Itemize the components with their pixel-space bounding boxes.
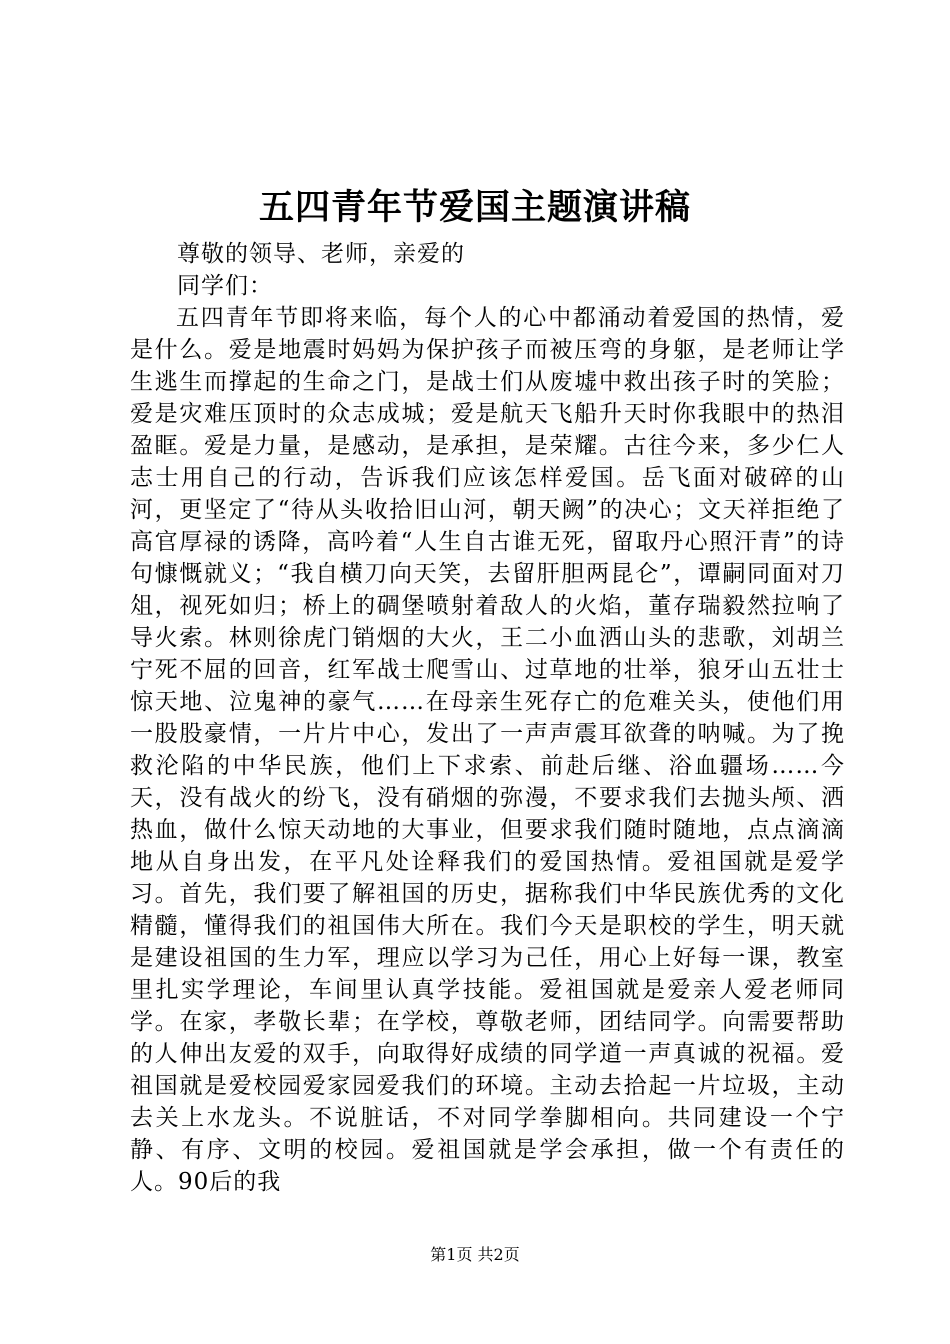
document-title: 五四青年节爱国主题演讲稿: [258, 187, 691, 228]
greeting-line-1: 尊敬的领导、老师，亲爱的: [177, 241, 465, 267]
greeting-line-2: 同学们：: [177, 273, 273, 299]
page-indicator: 第1页 共2页: [430, 1245, 520, 1264]
body-paragraph: 五四青年节即将来临，每个人的心中都涌动着爱国的热情，爱是什么。爱是地震时妈妈为保护孩子而被压弯的身躯，是老师让学生逃生而撑起的生命之门，是战士们从废墟中救出孩子时的笑脸；爱是灾难压顶时的众志成城；爱是航天飞船升天时你我眼中的热泪盈眶。爱是力量，是感动，是承担，是荣耀。古往今来，多少仁人志士用自己的行动，告诉我们应该怎样爱国。岳飞面对破碎的山河，更坚定了“待从头收拾旧山河，朝天阙”的决心；文天祥拒绝了高官厚禄的诱降，高吟着“人生自古谁无死，留取丹心照汗青”的诗句慷慨就义；“我自横刀向天笑，去留肝胆两昆仑”，谭嗣同面对刀俎，视死如归；桥上的碉堡喷射着敌人的火焰，董存瑞毅然拉响了导火索。林则徐虎门销烟的大火，王二小血洒山头的悲歌，刘胡兰宁死不屈的回音，红军战士爬雪山、过草地的壮举，狼牙山五壮士惊天地、泣鬼神的豪气……在母亲生死存亡的危难关头，使他们用一股股豪情，一片片中心，发出了一声声震耳欲聋的呐喊。为了挽救沦陷的中华民族，他们上下求索、前赴后继、浴血疆场……今天，没有战火的纷飞，没有硝烟的弥漫，不要求我们去抛头颅、洒热血，做什么惊天动地的大事业，但要求我们随时随地，点点滴滴地从自身出发，在平凡处诠释我们的爱国热情。爱祖国就是爱学习。首先，我们要了解祖国的历史，据称我们中华民族优秀的文化精髓，懂得我们的祖国伟大所在。我们今天是职校的学生，明天就是建设祖国的生力军，理应以学习为己任，用心上好每一课，教室里扎实学理论，车间里认真学技能。爱祖国就是爱亲人爱老师同学。在家，孝敬长辈；在学校，尊敬老师，团结同学。向需要帮助的人伸出友爱的双手，向取得好成绩的同学道一声真诚的祝福。爱祖国就是爱校园爱家园爱我们的环境。主动去拾起一片垃圾，主动去关上水龙头。不说脏话，不对同学拳脚相向。共同建设一个宁静、有序、文明的校园。爱祖国就是学会承担，做一个有责任的人。90后的我: [130, 305, 845, 1195]
greeting: [130, 238, 845, 302]
